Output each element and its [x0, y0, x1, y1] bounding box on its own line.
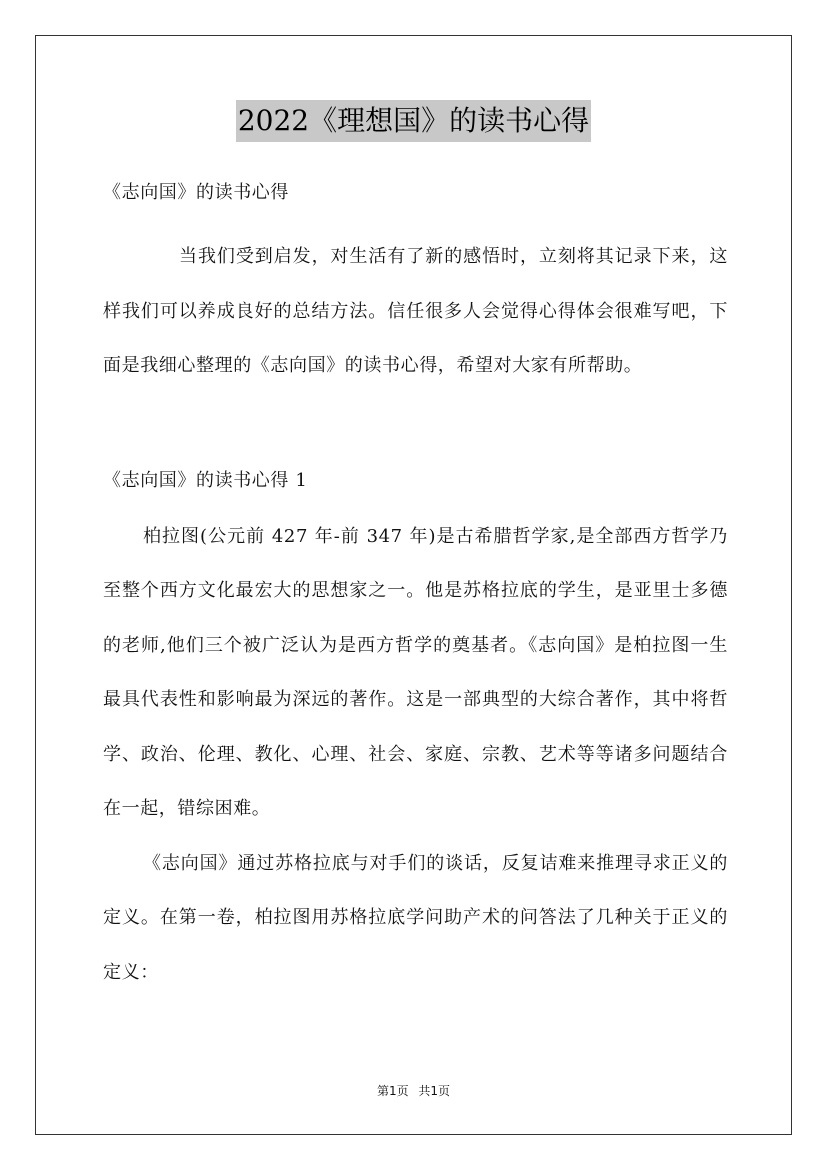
document-title: 2022《理想国》的读书心得: [236, 100, 591, 142]
title-container: [0, 100, 827, 142]
intro-paragraph: 当我们受到启发，对生活有了新的感悟时，立刻将其记录下来，这样我们可以养成良好的总结方法。信任很多人会觉得心得体会很难写吧，下面是我细心整理的《志向国》的读书心得，希望对大家有所帮助。: [103, 246, 728, 376]
page-number: 第1页: [376, 1084, 409, 1098]
page-total: 共1页: [418, 1084, 451, 1098]
document-body: [103, 176, 728, 1000]
section-spacer: [103, 394, 728, 464]
body-paragraph-2: 《志向国》通过苏格拉底与对手们的谈话，反复诘难来推理寻求正义的定义。在第一卷，柏拉图用苏格拉底学问助产术的问答法了几种关于正义的定义：: [103, 852, 728, 983]
page-footer: [0, 1082, 827, 1099]
document-subtitle: 《志向国》的读书心得: [103, 182, 289, 203]
section-heading: 《志向国》的读书心得 1: [103, 469, 308, 491]
body-paragraph-1: 柏拉图(公元前 427 年-前 347 年)是古希腊哲学家,是全部西方哲学乃至整个西方文化最宏大的思想家之一。他是苏格拉底的学生，是亚里士多德的老师,他们三个被广泛认为是西方哲学的奠基者。《志向国》是柏拉图一生最具代表性和影响最为深远的著作。这是一部典型的大综合著作，其中将哲学、政治、伦理、教化、心理、社会、家庭、宗教、艺术等等诸多问题结合在一起，错综困难。: [103, 525, 728, 819]
